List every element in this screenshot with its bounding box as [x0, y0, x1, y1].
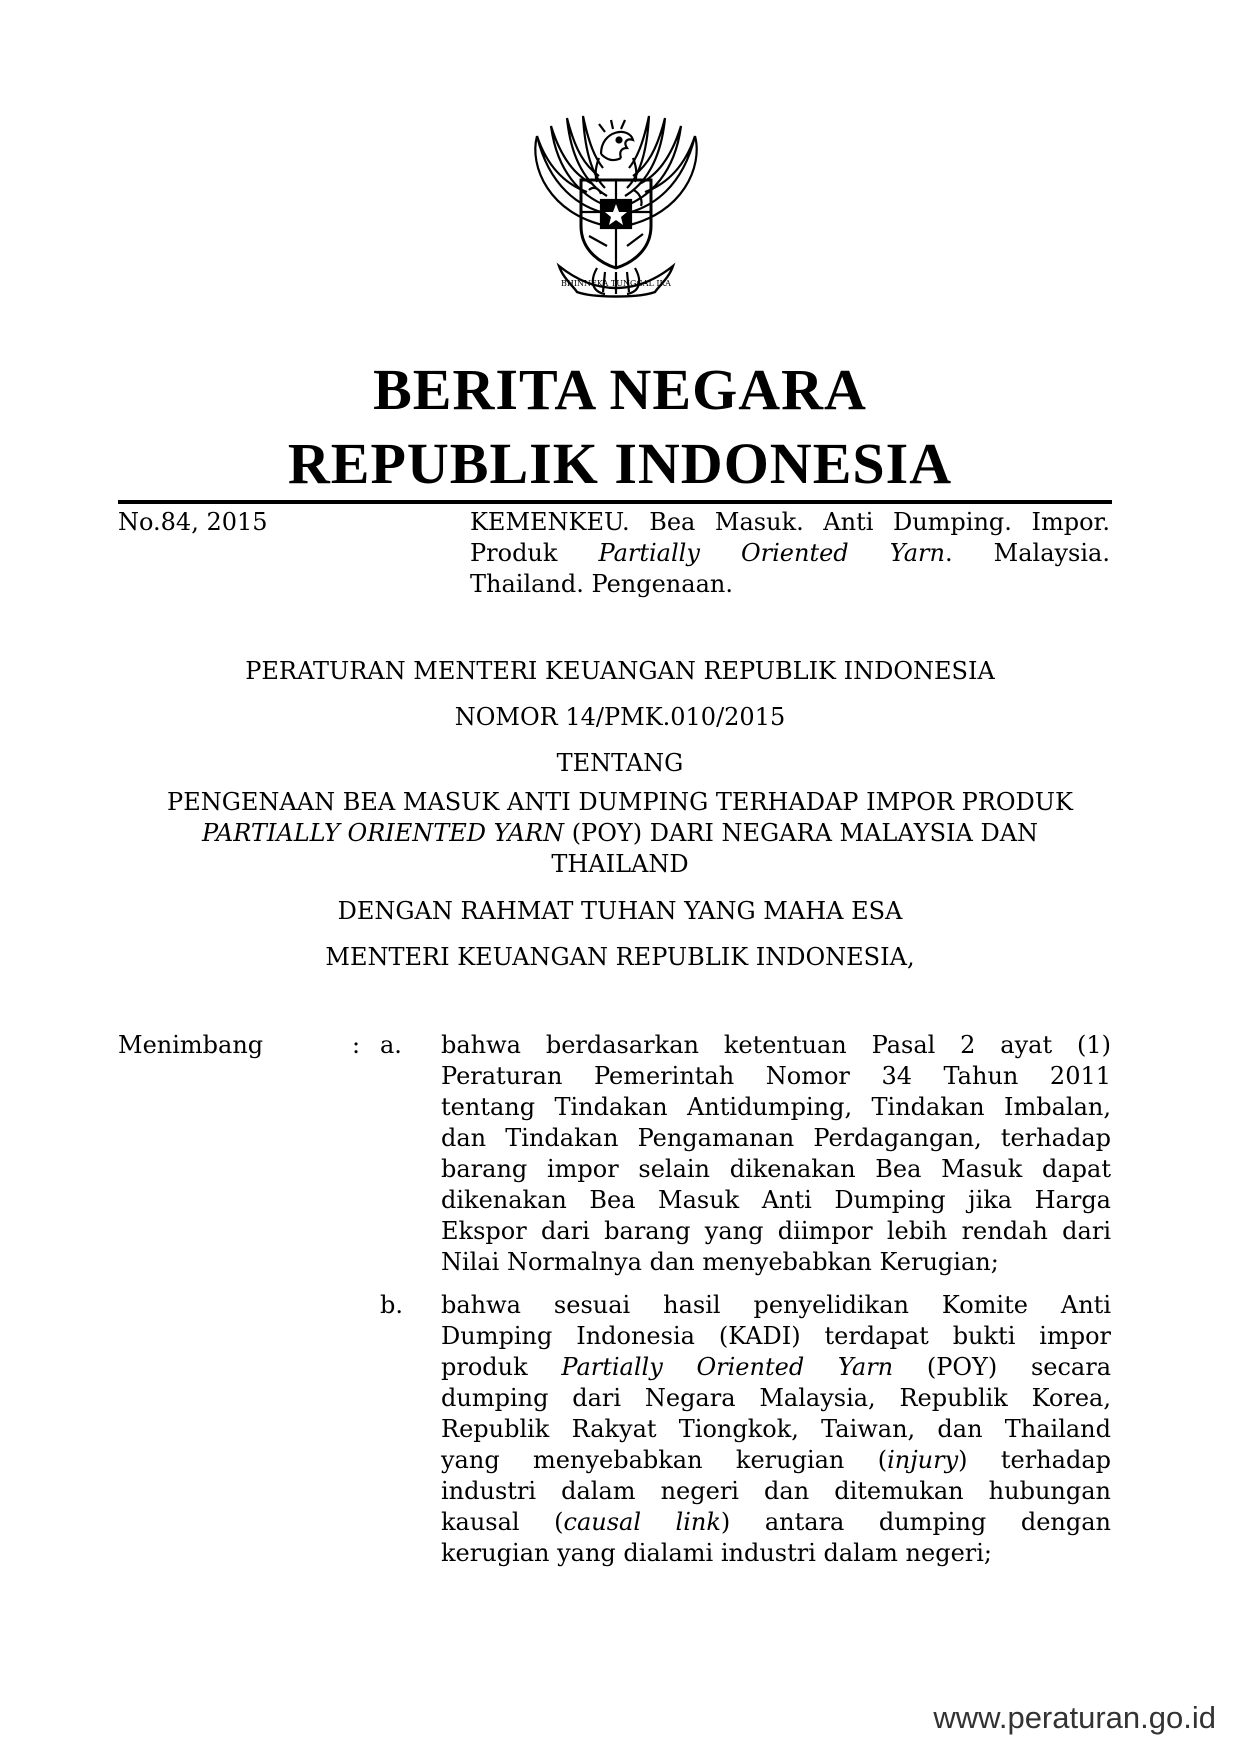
regulation-minister: MENTERI KEUANGAN REPUBLIK INDONESIA, [325, 943, 915, 971]
garuda-pancasila-emblem [509, 96, 723, 302]
gazette-subject-line: Produk Partially Oriented Yarn. Malaysia. [470, 539, 1110, 567]
item-line: dan Tindakan Pengamanan Perdagangan, terhadap [441, 1124, 1111, 1152]
regulation-number: NOMOR 14/PMK.010/2015 [454, 703, 786, 731]
item-line: bahwa sesuai hasil penyelidikan Komite Anti [441, 1291, 1111, 1319]
italic-term: Partially Oriented Yarn [561, 1353, 894, 1381]
italic-term: causal link [563, 1508, 721, 1536]
gazette-number: No.84, 2015 [118, 508, 268, 536]
gazette-subject-line: KEMENKEU. Bea Masuk. Anti Dumping. Impor. [470, 508, 1110, 536]
considering-colon: : [352, 1031, 361, 1059]
gazette-subject-line: Thailand. Pengenaan. [470, 570, 733, 598]
considering-item-b [441, 1290, 1111, 1569]
gazette-title-line1: BERITA NEGARA [373, 357, 867, 422]
item-line: industri dalam negeri dan ditemukan hubungan [441, 1477, 1111, 1505]
gazette-title-line2: REPUBLIK INDONESIA [287, 431, 953, 496]
item-line: kausal (causal link) antara dumping dengan [441, 1508, 1111, 1536]
emblem-motto: BHINNEKA TUNGGAL IKA [561, 279, 671, 288]
regulation-blessing: DENGAN RAHMAT TUHAN YANG MAHA ESA [337, 897, 903, 925]
italic-term: injury [887, 1446, 959, 1474]
regulation-about: TENTANG [556, 749, 684, 777]
item-line: Peraturan Pemerintah Nomor 34 Tahun 2011 [441, 1062, 1111, 1090]
item-line: barang impor selain dikenakan Bea Masuk dapat [441, 1155, 1111, 1183]
item-b-letter: b. [380, 1291, 403, 1319]
item-line: Ekspor dari barang yang diimpor lebih rendah dari [441, 1217, 1111, 1245]
item-line: dumping dari Negara Malaysia, Republik Korea, [441, 1384, 1111, 1412]
item-line: kerugian yang dialami industri dalam negeri; [441, 1539, 993, 1567]
item-line: Nilai Normalnya dan menyebabkan Kerugian; [441, 1248, 999, 1276]
header-rule [118, 500, 1112, 504]
item-line: Dumping Indonesia (KADI) terdapat bukti impor [441, 1322, 1111, 1350]
regulation-subject: PENGENAAN BEA MASUK ANTI DUMPING TERHADAP IMPOR PRODUK PARTIALLY ORIENTED YARN (POY) DARI NEGARA MALAYSIA DAN THAILAND [167, 788, 1073, 878]
italic-term: Partially Oriented Yarn [598, 539, 945, 567]
considering-label: Menimbang [118, 1031, 264, 1059]
item-line: yang menyebabkan kerugian (injury) terhadap [441, 1446, 1111, 1474]
item-line: tentang Tindakan Antidumping, Tindakan Imbalan, [441, 1093, 1111, 1121]
item-line: Republik Rakyat Tiongkok, Taiwan, dan Thailand [441, 1415, 1111, 1443]
considering-item-a [441, 1030, 1111, 1278]
item-line: dikenakan Bea Masuk Anti Dumping jika Harga [441, 1186, 1111, 1214]
regulation-title: PERATURAN MENTERI KEUANGAN REPUBLIK INDONESIA [245, 657, 995, 685]
item-line: bahwa berdasarkan ketentuan Pasal 2 ayat (1) [441, 1031, 1111, 1059]
gazette-subject [470, 507, 1110, 600]
footer-website-link[interactable]: www.peraturan.go.id [933, 1700, 1216, 1735]
italic-term: PARTIALLY ORIENTED YARN [201, 819, 565, 847]
item-line: produk Partially Oriented Yarn (POY) secara [441, 1353, 1112, 1381]
item-a-letter: a. [380, 1031, 402, 1059]
